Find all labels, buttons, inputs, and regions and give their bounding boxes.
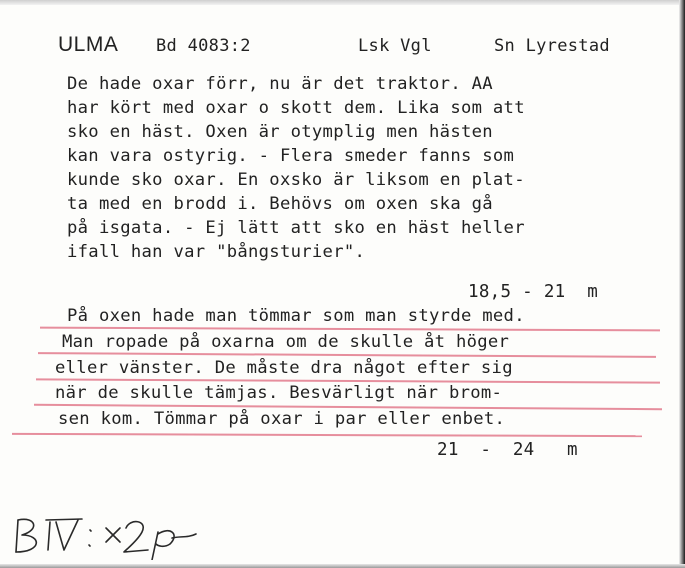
body-text-line: kunde sko oxar. En oxsko är liksom en plat- (67, 170, 525, 190)
body-text-line: har kört med oxar o skott dem. Lika som att (67, 98, 525, 118)
body-text-line: ifall han var "bångsturier". (67, 242, 366, 262)
body-text-line: kan vara ostyrig. - Flera smeder fanns som (67, 146, 515, 166)
card-right-edge (679, 0, 685, 568)
depth-marker: 18,5 - 21 m (468, 282, 599, 302)
body-text-line: när de skulle tämjas. Besvärligt när brom- (55, 383, 503, 403)
body-text-line: På oxen hade man tömmar som man styrde med. (67, 306, 525, 326)
pink-underline (40, 327, 660, 331)
card-top-edge (0, 0, 685, 5)
handwritten-code-drawing (12, 508, 202, 560)
parish-label: Lsk Vgl (358, 36, 432, 56)
body-text-line: sko en häst. Oxen är otymplig men hästen (67, 122, 493, 142)
body-text-line: på isgata. - Ej lätt att sko en häst heller (67, 218, 525, 238)
pink-underline (12, 433, 642, 437)
body-text-line: ta med en brodd i. Behövs om oxen ska gå (67, 194, 493, 214)
pink-underline (38, 352, 656, 357)
archive-code: ULMA (58, 33, 119, 56)
body-text-line: De hade oxar förr, nu är det traktor. AA (67, 74, 493, 94)
municipality: Sn Lyrestad (494, 36, 610, 56)
body-text-line: sen kom. Tömmar på oxar i par eller enbet. (58, 409, 506, 429)
depth-marker: 21 - 24 m (437, 440, 578, 460)
record-number: Bd 4083:2 (156, 36, 251, 56)
body-text-line: eller vänster. De måste dra något efter sig (55, 358, 513, 378)
card-bottom-edge (0, 564, 685, 568)
body-text-line: Man ropade på oxarna om de skulle åt höger (62, 332, 510, 352)
